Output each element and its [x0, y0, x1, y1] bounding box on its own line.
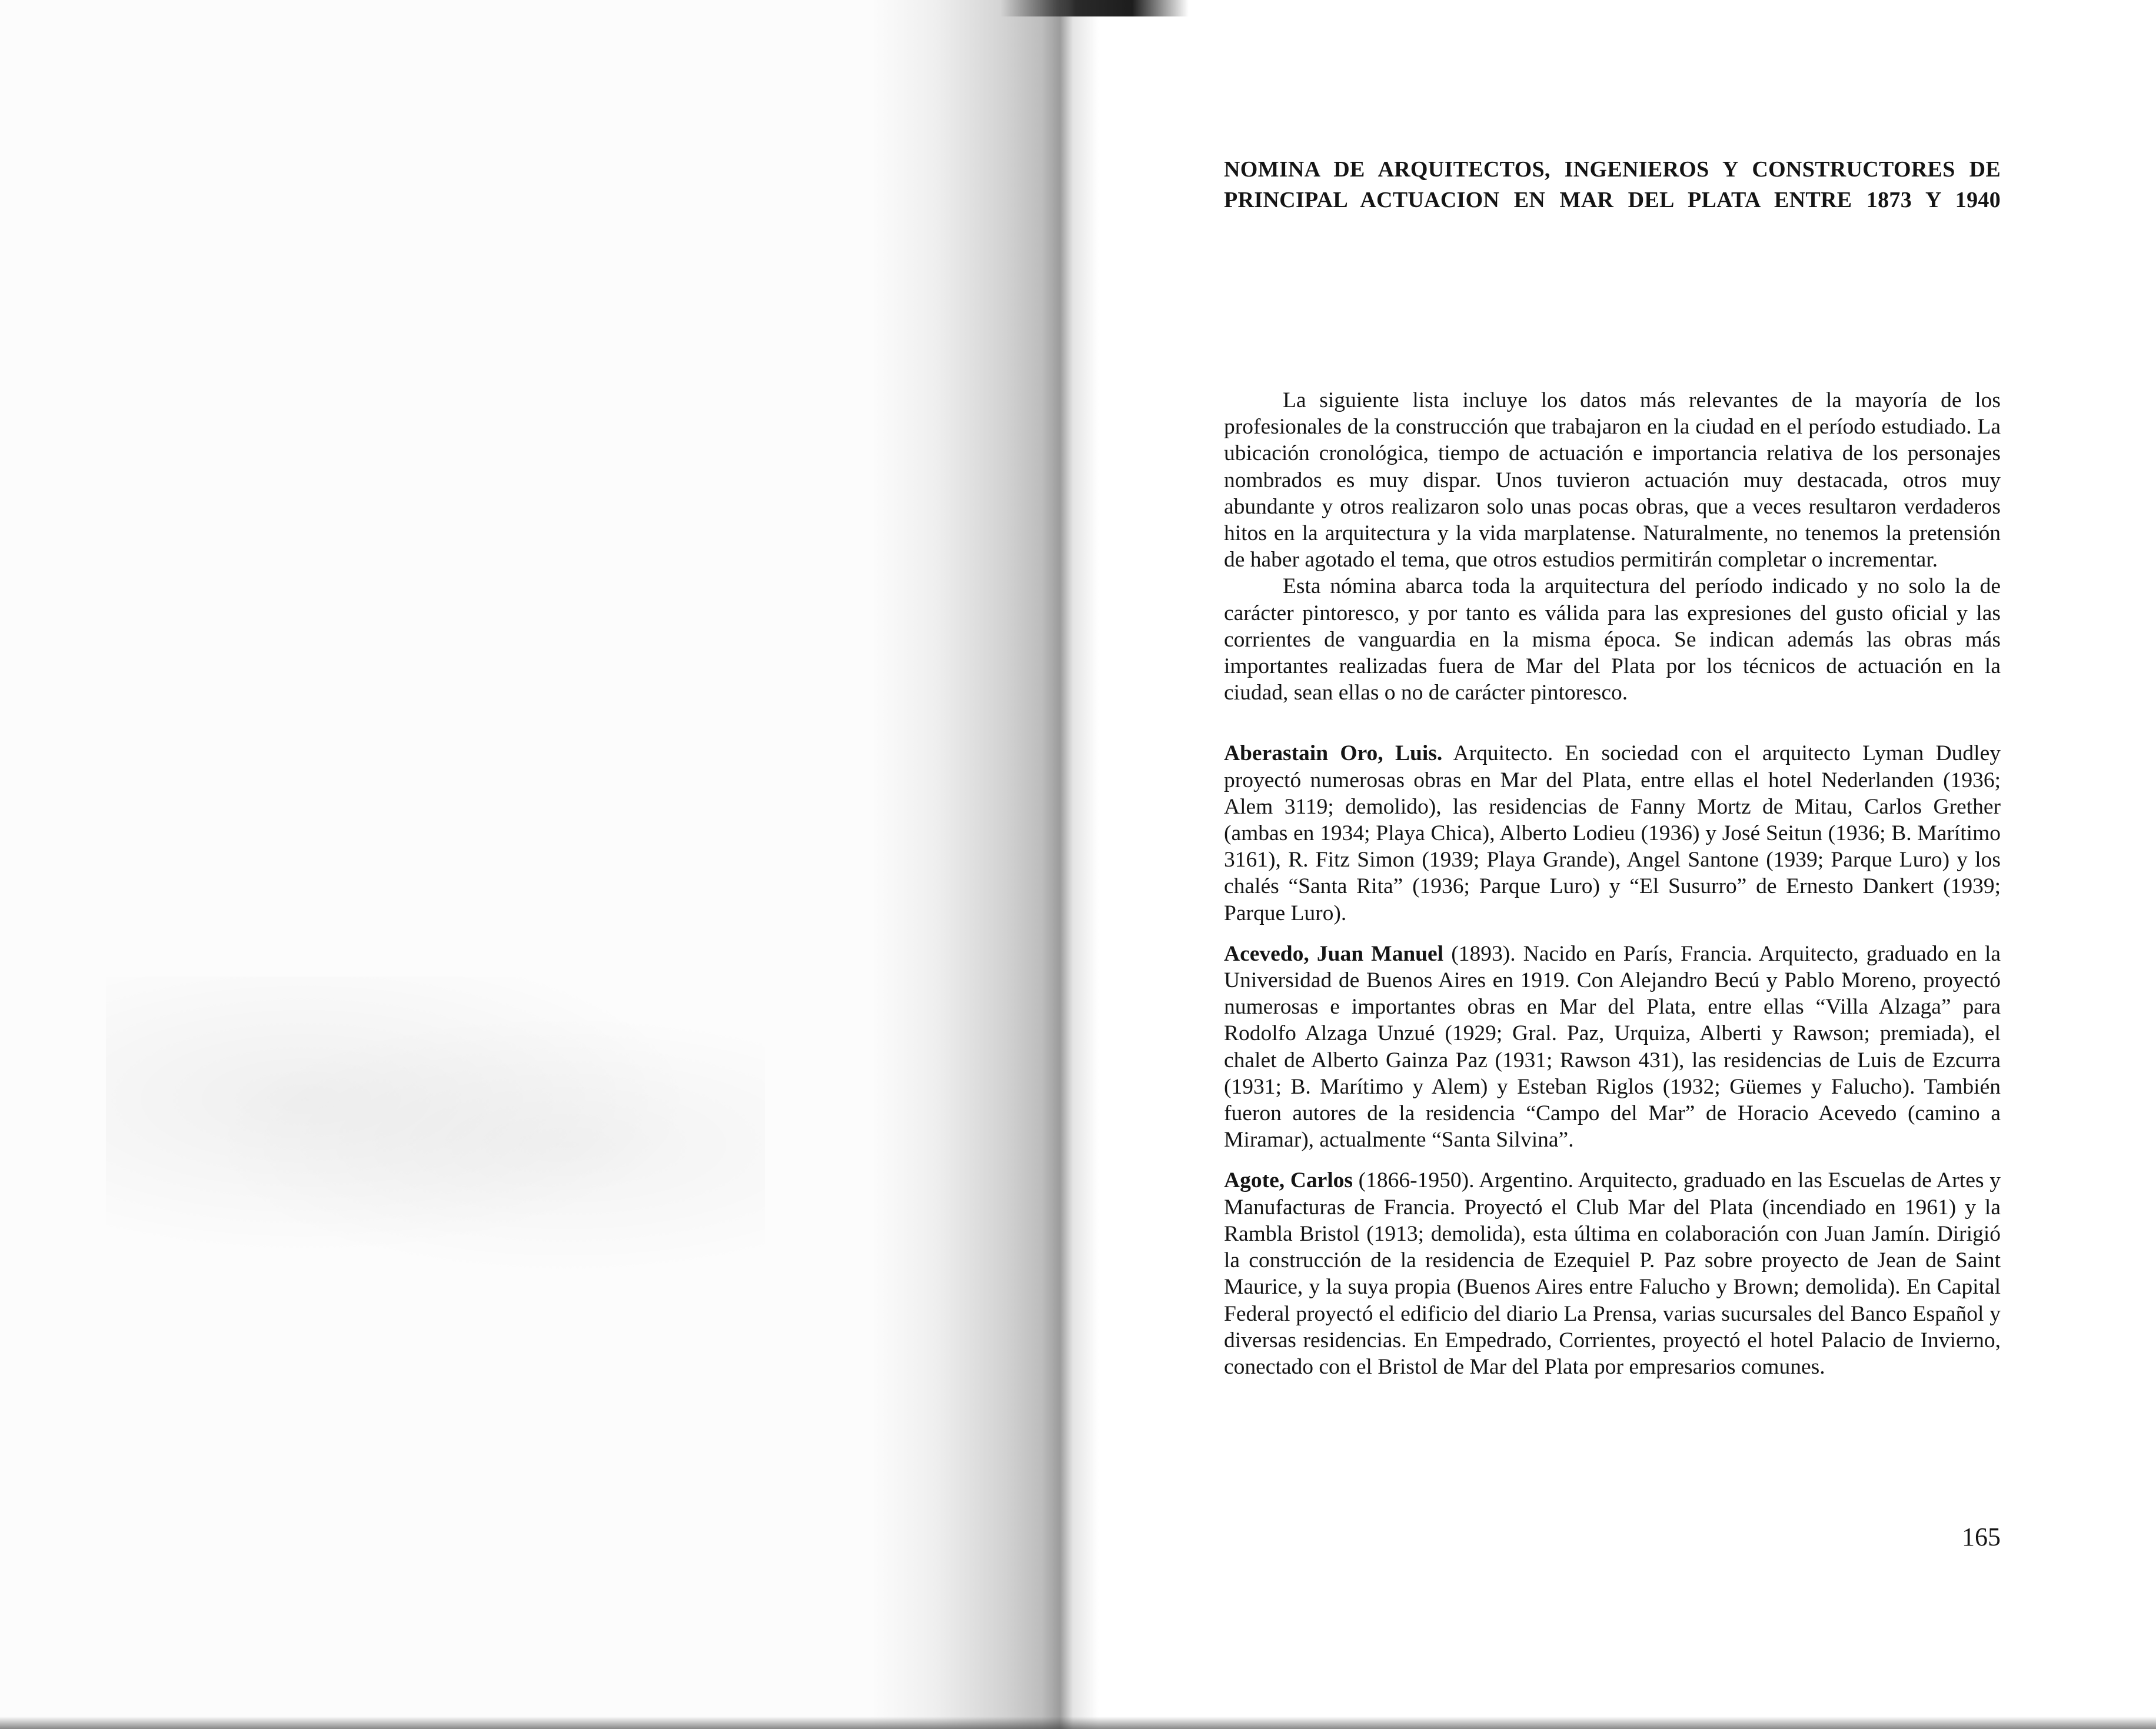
- page-title-line-1: NOMINA DE ARQUITECTOS, INGENIEROS Y CONSTRUCTORES DE: [1224, 157, 2001, 182]
- page-title-line-2: PRINCIPAL ACTUACION EN MAR DEL PLATA ENTRE 1873 Y 1940: [1224, 188, 2001, 212]
- intro-paragraph: La siguiente lista incluye los datos más relevantes de la mayoría de los profesionales de la construcción que trabajaron en la ciudad en el período estudiado. La ubicación cronológica, tiempo de actuación e importancia relativa de los personajes nombrados es muy dispar. Unos tuvieron actuación muy destacada, otros muy abundante y otros realizaron solo unas pocas obras, que a veces resultaron verdaderos hitos en la arquitectura y la vida marplatense. Naturalmente, no tenemos la pretensión de haber agotado el tema, que otros estudios permitirán completar o incrementar.: [1224, 388, 2001, 572]
- entry-name: Aberastain Oro, Luis.: [1224, 741, 1443, 766]
- entry-agote: [1224, 1167, 2001, 1380]
- page-title: [1224, 154, 2001, 215]
- left-page-bleed-through: [106, 977, 765, 1282]
- right-page: [1224, 0, 2001, 1729]
- intro-paragraph: Esta nómina abarca toda la arquitectura del período indicado y no solo la de carácter pintoresco, y por tanto es válida para las expresiones del gusto oficial y las corrientes de vanguardia en la misma época. Se indican además las obras más importantes realizadas fuera de Mar del Plata por los técnicos de actuación en la ciudad, sean ellas o no de carácter pintoresco.: [1224, 574, 2001, 705]
- body-text: [1224, 387, 2001, 1380]
- entry-acevedo: [1224, 941, 2001, 1154]
- book-gutter-shadow: [871, 0, 1130, 1729]
- page-number: 165: [1962, 1523, 2001, 1551]
- entry-text: (1866-1950). Argentino. Arquitecto, graduado en las Escuelas de Artes y Manufacturas de Francia. Proyectó el Club Mar del Plata (incendiado en 1961) y la Rambla Bristol (1913; demolida), esta última en colaboración con Juan Jamín. Dirigió la construcción de la residencia de Ezequiel P. Paz sobre proyecto de Jean de Saint Maurice, y la suya propia (Buenos Aires entre Falucho y Brown; demolida). En Capital Federal proyectó el edificio del diario La Prensa, varias sucursales del Banco Español y diversas residencias. En Empedrado, Corrientes, proyectó el hotel Palacio de Invierno, conectado con el Bristol de Mar del Plata por empresarios comunes.: [1224, 1168, 2001, 1379]
- book-spine-top: [1000, 0, 1189, 16]
- entry-name: Agote, Carlos: [1224, 1168, 1353, 1193]
- entry-text: (1893). Nacido en París, Francia. Arquitecto, graduado en la Universidad de Buenos Aires en 1919. Con Alejandro Becú y Pablo Moreno, proyectó numerosas e importantes obras en Mar del Plata, entre ellas “Villa Alzaga” para Rodolfo Alzaga Unzué (1929; Gral. Paz, Urquiza, Alberti y Rawson; premiada), el chalet de Alberto Gainza Paz (1931; Rawson 431), las residencias de Luis de Ezcurra (1931; B. Marítimo y Alem) y Esteban Riglos (1932; Güemes y Falucho). También fueron autores de la residencia “Campo del Mar” de Horacio Acevedo (camino a Miramar), actualmente “Santa Silvina”.: [1224, 941, 2001, 1152]
- entry-text: Arquitecto. En sociedad con el arquitecto Lyman Dudley proyectó numerosas obras en Mar del Plata, entre ellas el hotel Nederlanden (1936; Alem 3119; demolido), las residencias de Fanny Mortz de Mitau, Carlos Grether (ambas en 1934; Playa Chica), Alberto Lodieu (1936) y José Seitun (1936; B. Marítimo 3161), R. Fitz Simon (1939; Playa Grande), Angel Santone (1939; Parque Luro) y los chalés “Santa Rita” (1936; Parque Luro) y “El Susurro” de Ernesto Dankert (1939; Parque Luro).: [1224, 741, 2001, 925]
- entry-name: Acevedo, Juan Manuel: [1224, 941, 1444, 966]
- entry-aberastain: [1224, 740, 2001, 926]
- intro-section: [1224, 387, 2001, 706]
